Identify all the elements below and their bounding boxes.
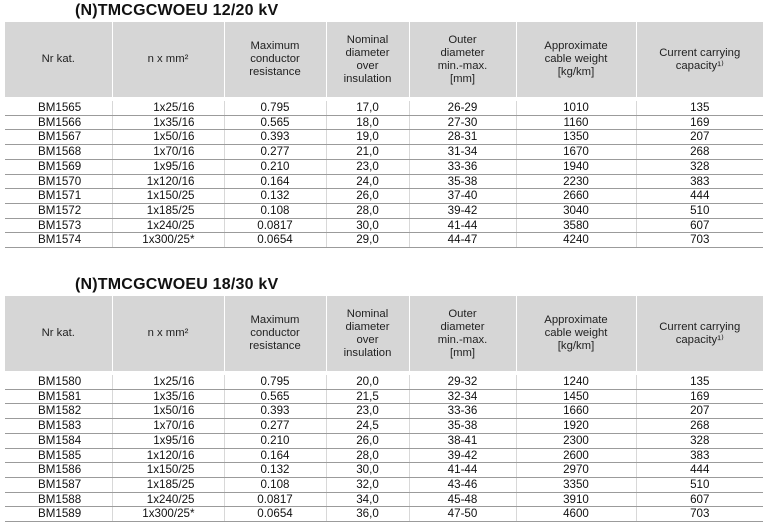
resistance-cell: 0.795	[224, 101, 326, 115]
nominal-diameter-cell: 32,0	[326, 477, 409, 492]
table-row	[5, 404, 763, 419]
cable-weight-cell: 2600	[516, 448, 636, 463]
catalog-number-cell: BM1572	[5, 203, 112, 218]
current-capacity-cell: 169	[636, 389, 763, 404]
cable-weight-cell: 2300	[516, 433, 636, 448]
current-capacity-cell: 703	[636, 507, 763, 522]
table-row	[5, 189, 763, 204]
resistance-cell: 0.277	[224, 145, 326, 160]
cable-weight-cell: 1450	[516, 389, 636, 404]
table-row	[5, 101, 763, 115]
catalog-number-cell: BM1580	[5, 375, 112, 389]
outer-diameter-cell: 39-42	[409, 448, 516, 463]
resistance-cell: 0.132	[224, 189, 326, 204]
current-capacity-cell: 207	[636, 404, 763, 419]
cross-section-cell: 1x50/16	[112, 404, 224, 419]
resistance-cell: 0.108	[224, 477, 326, 492]
catalog-number-cell: BM1565	[5, 101, 112, 115]
outer-diameter-cell: 27-30	[409, 115, 516, 130]
header-conductor-resistance: Maximum conductor resistance	[224, 22, 326, 97]
cable-weight-cell: 4240	[516, 233, 636, 248]
nominal-diameter-cell: 36,0	[326, 507, 409, 522]
outer-diameter-cell: 31-34	[409, 145, 516, 160]
cable-weight-cell: 1160	[516, 115, 636, 130]
cross-section-cell: 1x25/16	[112, 375, 224, 389]
table-row	[5, 463, 763, 478]
cable-weight-cell: 1240	[516, 375, 636, 389]
catalog-number-cell: BM1584	[5, 433, 112, 448]
outer-diameter-cell: 33-36	[409, 159, 516, 174]
cable-spec-table	[5, 296, 763, 522]
resistance-cell: 0.0654	[224, 507, 326, 522]
cable-weight-cell: 1660	[516, 404, 636, 419]
current-capacity-cell: 135	[636, 375, 763, 389]
resistance-cell: 0.565	[224, 115, 326, 130]
nominal-diameter-cell: 26,0	[326, 189, 409, 204]
resistance-cell: 0.0654	[224, 233, 326, 248]
outer-diameter-cell: 43-46	[409, 477, 516, 492]
catalog-number-cell: BM1569	[5, 159, 112, 174]
current-capacity-cell: 444	[636, 463, 763, 478]
header-cable-weight: Approximate cable weight [kg/km]	[516, 22, 636, 97]
resistance-cell: 0.164	[224, 448, 326, 463]
cable-weight-cell: 3040	[516, 203, 636, 218]
cross-section-cell: 1x120/16	[112, 448, 224, 463]
cable-weight-cell: 1010	[516, 101, 636, 115]
catalog-number-cell: BM1588	[5, 492, 112, 507]
resistance-cell: 0.393	[224, 404, 326, 419]
outer-diameter-cell: 35-38	[409, 419, 516, 434]
cross-section-cell: 1x150/25	[112, 189, 224, 204]
current-capacity-cell: 510	[636, 477, 763, 492]
cross-section-cell: 1x300/25*	[112, 233, 224, 248]
nominal-diameter-cell: 19,0	[326, 130, 409, 145]
catalog-number-cell: BM1566	[5, 115, 112, 130]
cable-weight-cell: 1670	[516, 145, 636, 160]
cable-weight-cell: 3580	[516, 218, 636, 233]
catalog-number-cell: BM1573	[5, 218, 112, 233]
outer-diameter-cell: 33-36	[409, 404, 516, 419]
table-row	[5, 145, 763, 160]
cable-weight-cell: 1920	[516, 419, 636, 434]
header-outer-diameter: Outer diameter min.-max. [mm]	[409, 296, 516, 371]
nominal-diameter-cell: 20,0	[326, 375, 409, 389]
table-row	[5, 433, 763, 448]
cross-section-cell: 1x95/16	[112, 159, 224, 174]
cable-weight-cell: 3350	[516, 477, 636, 492]
resistance-cell: 0.0817	[224, 218, 326, 233]
resistance-cell: 0.164	[224, 174, 326, 189]
header-catalog-number: Nr kat.	[5, 22, 112, 97]
header-row	[5, 296, 763, 371]
cable-weight-cell: 2230	[516, 174, 636, 189]
cross-section-cell: 1x150/25	[112, 463, 224, 478]
outer-diameter-cell: 28-31	[409, 130, 516, 145]
current-capacity-cell: 444	[636, 189, 763, 204]
outer-diameter-cell: 39-42	[409, 203, 516, 218]
current-capacity-cell: 510	[636, 203, 763, 218]
cable-weight-cell: 1350	[516, 130, 636, 145]
outer-diameter-cell: 32-34	[409, 389, 516, 404]
resistance-cell: 0.795	[224, 375, 326, 389]
current-capacity-cell: 328	[636, 433, 763, 448]
outer-diameter-cell: 44-47	[409, 233, 516, 248]
cross-section-cell: 1x35/16	[112, 389, 224, 404]
current-capacity-cell: 607	[636, 218, 763, 233]
current-capacity-cell: 383	[636, 174, 763, 189]
nominal-diameter-cell: 18,0	[326, 115, 409, 130]
cable-weight-cell: 3910	[516, 492, 636, 507]
nominal-diameter-cell: 17,0	[326, 101, 409, 115]
nominal-diameter-cell: 23,0	[326, 159, 409, 174]
nominal-diameter-cell: 28,0	[326, 448, 409, 463]
cross-section-cell: 1x25/16	[112, 101, 224, 115]
cross-section-cell: 1x120/16	[112, 174, 224, 189]
cross-section-cell: 1x95/16	[112, 433, 224, 448]
catalog-number-cell: BM1574	[5, 233, 112, 248]
nominal-diameter-cell: 24,5	[326, 419, 409, 434]
table-row	[5, 115, 763, 130]
section-title: (N)TMCGCWOEU 18/30 kV	[75, 276, 279, 293]
table-row	[5, 233, 763, 248]
resistance-cell: 0.277	[224, 419, 326, 434]
header-current-capacity: Current carrying capacity¹⁾	[636, 296, 763, 371]
header-nominal-diameter: Nominal diameter over insulation	[326, 22, 409, 97]
nominal-diameter-cell: 23,0	[326, 404, 409, 419]
catalog-number-cell: BM1586	[5, 463, 112, 478]
nominal-diameter-cell: 28,0	[326, 203, 409, 218]
cross-section-cell: 1x35/16	[112, 115, 224, 130]
catalog-number-cell: BM1581	[5, 389, 112, 404]
nominal-diameter-cell: 34,0	[326, 492, 409, 507]
table-row	[5, 477, 763, 492]
resistance-cell: 0.393	[224, 130, 326, 145]
header-conductor-resistance: Maximum conductor resistance	[224, 296, 326, 371]
nominal-diameter-cell: 29,0	[326, 233, 409, 248]
cable-spec-table	[5, 22, 763, 248]
header-catalog-number: Nr kat.	[5, 296, 112, 371]
current-capacity-cell: 135	[636, 101, 763, 115]
outer-diameter-cell: 29-32	[409, 375, 516, 389]
resistance-cell: 0.0817	[224, 492, 326, 507]
current-capacity-cell: 169	[636, 115, 763, 130]
table-row	[5, 130, 763, 145]
current-capacity-cell: 328	[636, 159, 763, 174]
catalog-number-cell: BM1583	[5, 419, 112, 434]
cable-weight-cell: 1940	[516, 159, 636, 174]
resistance-cell: 0.210	[224, 159, 326, 174]
outer-diameter-cell: 45-48	[409, 492, 516, 507]
resistance-cell: 0.108	[224, 203, 326, 218]
catalog-number-cell: BM1585	[5, 448, 112, 463]
outer-diameter-cell: 41-44	[409, 218, 516, 233]
catalog-number-cell: BM1568	[5, 145, 112, 160]
table-row	[5, 492, 763, 507]
nominal-diameter-cell: 30,0	[326, 218, 409, 233]
nominal-diameter-cell: 24,0	[326, 174, 409, 189]
table-row	[5, 203, 763, 218]
table-row	[5, 375, 763, 389]
resistance-cell: 0.132	[224, 463, 326, 478]
section-title: (N)TMCGCWOEU 12/20 kV	[75, 2, 279, 19]
cable-weight-cell: 2970	[516, 463, 636, 478]
nominal-diameter-cell: 30,0	[326, 463, 409, 478]
header-cross-section: n x mm²	[112, 22, 224, 97]
cross-section-cell: 1x240/25	[112, 218, 224, 233]
catalog-number-cell: BM1567	[5, 130, 112, 145]
nominal-diameter-cell: 21,0	[326, 145, 409, 160]
header-cable-weight: Approximate cable weight [kg/km]	[516, 296, 636, 371]
cable-weight-cell: 2660	[516, 189, 636, 204]
outer-diameter-cell: 47-50	[409, 507, 516, 522]
cross-section-cell: 1x300/25*	[112, 507, 224, 522]
resistance-cell: 0.210	[224, 433, 326, 448]
cross-section-cell: 1x185/25	[112, 477, 224, 492]
current-capacity-cell: 703	[636, 233, 763, 248]
table-row	[5, 218, 763, 233]
cross-section-cell: 1x70/16	[112, 145, 224, 160]
cross-section-cell: 1x70/16	[112, 419, 224, 434]
nominal-diameter-cell: 26,0	[326, 433, 409, 448]
table-row	[5, 174, 763, 189]
table-row	[5, 448, 763, 463]
current-capacity-cell: 207	[636, 130, 763, 145]
header-outer-diameter: Outer diameter min.-max. [mm]	[409, 22, 516, 97]
catalog-number-cell: BM1571	[5, 189, 112, 204]
current-capacity-cell: 268	[636, 419, 763, 434]
catalog-number-cell: BM1587	[5, 477, 112, 492]
cross-section-cell: 1x240/25	[112, 492, 224, 507]
nominal-diameter-cell: 21,5	[326, 389, 409, 404]
outer-diameter-cell: 26-29	[409, 101, 516, 115]
catalog-number-cell: BM1570	[5, 174, 112, 189]
current-capacity-cell: 268	[636, 145, 763, 160]
cross-section-cell: 1x50/16	[112, 130, 224, 145]
outer-diameter-cell: 41-44	[409, 463, 516, 478]
table-row	[5, 507, 763, 522]
outer-diameter-cell: 35-38	[409, 174, 516, 189]
table-row	[5, 159, 763, 174]
outer-diameter-cell: 37-40	[409, 189, 516, 204]
outer-diameter-cell: 38-41	[409, 433, 516, 448]
catalog-number-cell: BM1582	[5, 404, 112, 419]
current-capacity-cell: 383	[636, 448, 763, 463]
catalog-number-cell: BM1589	[5, 507, 112, 522]
table-row	[5, 389, 763, 404]
header-cross-section: n x mm²	[112, 296, 224, 371]
current-capacity-cell: 607	[636, 492, 763, 507]
resistance-cell: 0.565	[224, 389, 326, 404]
table-row	[5, 419, 763, 434]
cable-weight-cell: 4600	[516, 507, 636, 522]
header-current-capacity: Current carrying capacity¹⁾	[636, 22, 763, 97]
header-nominal-diameter: Nominal diameter over insulation	[326, 296, 409, 371]
cross-section-cell: 1x185/25	[112, 203, 224, 218]
header-row	[5, 22, 763, 97]
